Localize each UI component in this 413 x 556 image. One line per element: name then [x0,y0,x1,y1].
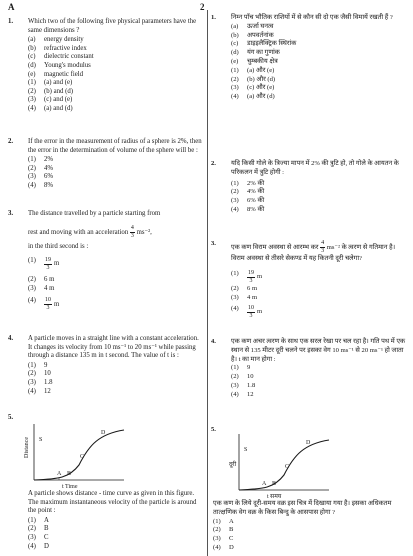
distance-time-graph-hindi [229,430,349,500]
question-text: If the error in the measurement of radius of a sphere is 2%, then the error in the determination of volume of the sphere will be : [28,138,202,154]
question-number: 4. [211,338,216,345]
item-label: (b) [28,44,36,52]
option-list [231,364,409,399]
option-list [213,518,409,553]
point-b: B [67,471,72,477]
option-1[interactable]: (1) $\frac{19}{3}$ m [231,269,263,284]
option-2[interactable]: (2) 10 [231,373,254,381]
question-number: 1. [8,18,14,25]
option-list [28,156,204,190]
question-number: 3. [8,210,14,217]
option-1[interactable]: (1) A [213,517,234,525]
graph-x-label: t Time [62,484,78,490]
question-number: 5. [8,414,14,421]
option-1[interactable]: (1) 9 [28,361,48,369]
english-column [4,12,204,556]
item-label: (e) [231,57,239,65]
option-1[interactable]: (1) 9 [231,364,251,372]
item-text: dielectric constant [44,53,94,61]
question-text: निम्न पाँच भौतिक राशियों में से कौन सी दो एक जैसी विमायें रखती हैं ? [231,14,393,21]
option-1[interactable]: (1) 2% [28,156,54,164]
option-list [231,180,409,215]
point-s: S [244,447,248,453]
point-c: C [80,454,85,460]
question-text: एक कण अचर त्वरण के साथ एक सरल रेखा पर चल रहा है। गति पथ में एक स्थान से 135 मीटर दूरी चलने पर इसका वेग 10 ms⁻¹ से 20 ms⁻¹ हो जाता है। t का मान होगा : [231,338,406,363]
option-2[interactable]: (2) 4% [28,164,54,172]
option-list [231,67,409,102]
option-2[interactable]: (2) 10 [28,370,51,378]
option-3[interactable]: (3) 1.8 [28,378,53,386]
graph-x-label: t समय [267,494,282,500]
option-4[interactable]: (4) 8% की [231,205,265,213]
question-number: 3. [211,240,216,247]
option-4[interactable]: (4) 12 [231,390,254,398]
option-3[interactable]: (3) 4 m [28,284,55,292]
option-3[interactable]: (3) 1.8 [231,381,256,389]
option-3[interactable]: (3) (c) और (e) [231,84,275,92]
item-list [28,36,204,79]
option-list [28,517,204,551]
option-1[interactable]: (1) $\frac{19}{3}$ m [28,257,60,272]
point-a: A [57,471,62,477]
item-text: अपवर्तनांक [247,31,274,39]
option-list [28,79,204,113]
point-d: D [101,430,106,436]
item-text: चुम्बकीय क्षेत्र [247,57,278,65]
question-text: A particle shows distance - time curve as given in this figure. The maximum instantaneous velocity of the particle is around the point : [28,490,197,515]
acceleration-fraction: $\frac{4}{3}$ [130,224,134,239]
option-2[interactable]: (2) (b) and (d) [28,87,74,95]
question-text: The distance travelled by a particle starting from [28,210,161,217]
option-2[interactable]: (2) B [213,526,234,534]
graph-y-label: Distance [24,437,30,458]
option-2[interactable]: (2) (b) और (d) [231,75,276,83]
acceleration-fraction: $\frac{4}{3}$ [321,240,325,254]
option-3[interactable]: (3) 6% [28,173,54,181]
item-text: Young's modulus [44,61,91,69]
item-text: magnetic field [44,70,84,78]
item-text: यंग का गुणांक [247,49,280,57]
question-number: 2. [8,138,14,145]
question-number: 2. [211,160,216,167]
question-text: Which two of the following five physical parameters have the same dimensions ? [28,18,197,34]
question-text-line3: in the third second is : [28,242,89,250]
item-label: (a) [28,36,36,44]
graph-y-label: दूरी [229,462,237,468]
option-4[interactable]: (4) $\frac{10}{3}$ m [231,305,263,320]
page-number: 2 [200,2,205,12]
option-list [28,362,204,396]
point-d: D [306,440,311,446]
option-2[interactable]: (2) 4% की [231,188,265,196]
point-b: B [272,481,277,487]
question-text: A particle moves in a straight line with a constant acceleration. It changes its velocity from 10 ms⁻¹ to 20 ms⁻¹ while passing through a distance 135 m in t second. The value of t is : [28,335,199,360]
question-text: एक कण विराम अवस्था से आरम्भ कर $\frac{4}{3}$ ms⁻² के त्वरण से गतिमान है। विराम अवस्था से तीसरे सेकण्ड में यह कितनी दूरी चलेगा? [231,240,396,262]
option-4[interactable]: (4) (a) और (d) [231,93,275,101]
option-4[interactable]: (4) 12 [28,387,51,395]
option-4[interactable]: (4) D [213,543,234,551]
option-3[interactable]: (3) C [28,533,49,541]
option-2[interactable]: (2) 6 m [28,276,55,284]
question-text: एक कण के लिये दूरी-समय वक्र इस चित्र में दिखाया गया है। इसका अधिकतम तात्क्षणिक वेग वक्र के किस बिन्दु के आसपास होगा ? [213,500,392,516]
option-1[interactable]: (1) (a) और (e) [231,66,275,74]
question-number: 5. [211,426,216,433]
option-3[interactable]: (3) 6% की [231,197,265,205]
item-text: ऊर्जा घनत्व [247,22,274,30]
point-a: A [262,481,267,487]
item-label: (c) [28,53,36,61]
question-text: यदि किसी गोले के त्रिज्या मापन में 2% की त्रुटि हो, तो गोले के आयतन के परिकलन में त्रुटि होगी : [231,160,399,176]
hindi-column [211,12,409,556]
item-text: डाइइलैक्ट्रिक स्थिरांक [247,40,297,48]
item-list [231,23,409,67]
option-1[interactable]: (1) (a) and (e) [28,79,73,87]
option-1[interactable]: (1) A [28,516,49,524]
point-s: S [39,437,43,443]
option-3[interactable]: (3) (c) and (e) [28,96,73,104]
item-label: (b) [231,31,239,39]
item-label: (a) [231,22,239,30]
item-label: (e) [28,70,36,78]
option-3[interactable]: (3) 4 m [231,293,258,301]
header-letter: A [8,2,15,12]
option-4[interactable]: (4) 8% [28,181,54,189]
question-number: 1. [211,14,216,21]
option-4[interactable]: (4) (a) and (d) [28,104,73,112]
distance-time-graph [24,420,144,490]
option-1[interactable]: (1) 2% की [231,179,265,187]
item-label: (d) [28,61,36,69]
item-label: (c) [231,40,239,48]
item-label: (d) [231,49,239,57]
point-c: C [285,464,290,470]
option-3[interactable]: (3) C [213,535,234,543]
option-2[interactable]: (2) 6 m [231,284,258,292]
item-text: energy density [44,36,84,44]
option-4[interactable]: (4) D [28,542,49,550]
item-text: refractive index [44,44,87,52]
column-divider [207,10,208,556]
question-text-line2: rest and moving with an acceleration $\frac{4}{3}$ ms⁻², [28,224,152,239]
option-2[interactable]: (2) B [28,525,49,533]
question-number: 4. [8,335,14,342]
option-4[interactable]: (4) $\frac{10}{3}$ m [28,297,60,312]
